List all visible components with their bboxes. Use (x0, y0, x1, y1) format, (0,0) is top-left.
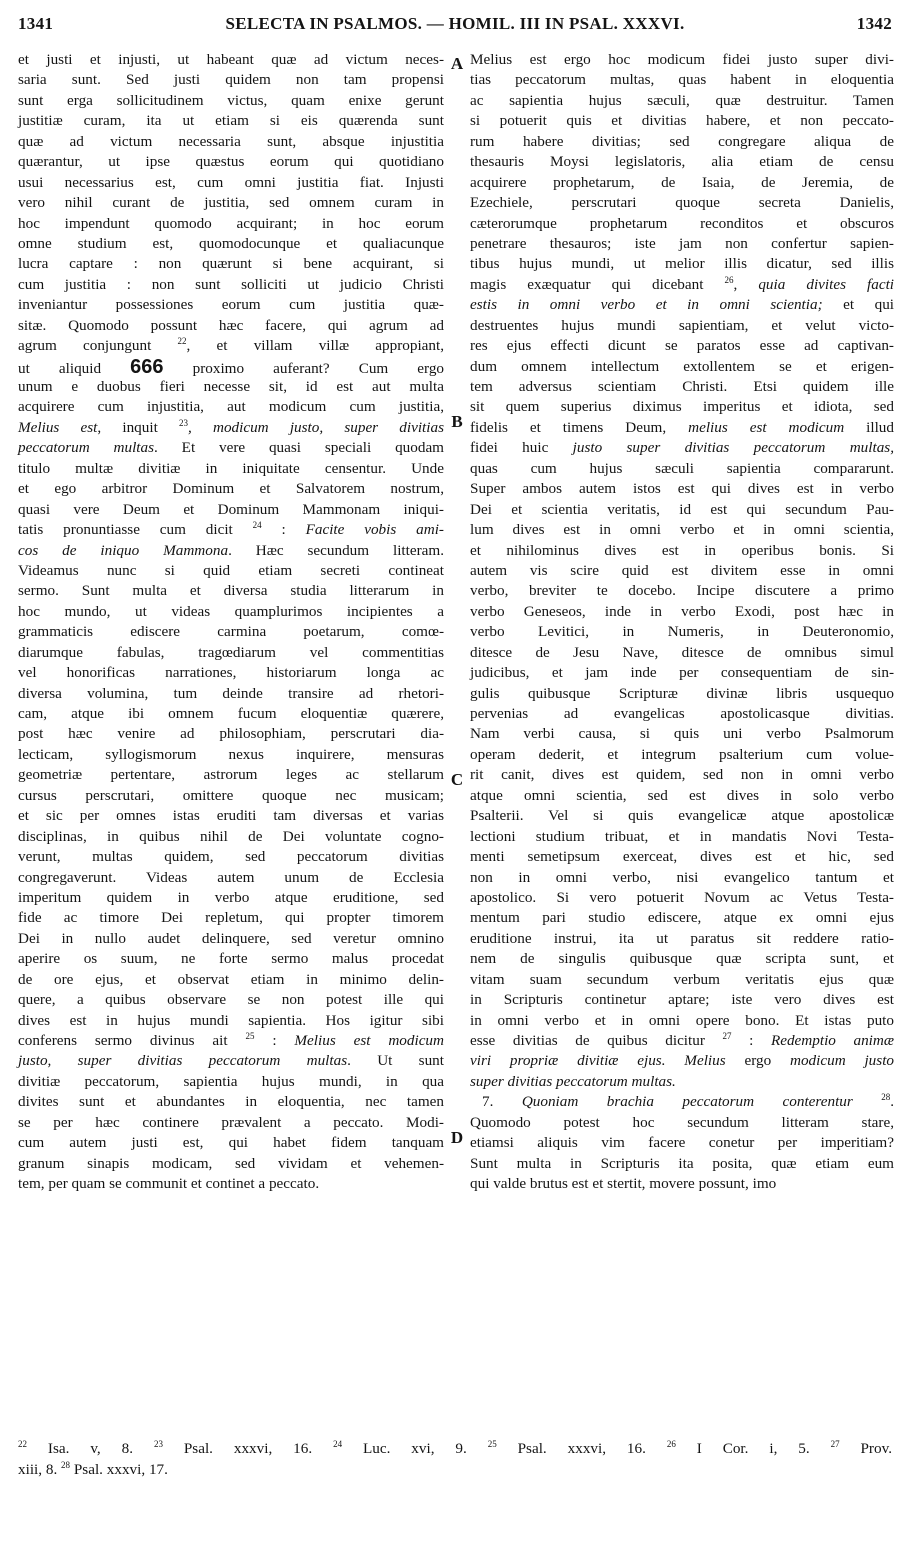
text-line: tem adversus scientiam Christi. Etsi quidem ille (470, 378, 894, 395)
text-line (18, 418, 444, 438)
italic-run: cos de iniquo Mammona (18, 541, 229, 559)
text-run: fidelis et timens Deum, (470, 418, 689, 436)
text-line (470, 295, 894, 315)
margin-marker-c: C (450, 770, 464, 789)
text-line: unum e duobus fieri necesse sit, id est aut multa (18, 378, 444, 395)
text-line: Psalterii. Vel si quis evangelicæ atque apostolicæ (470, 807, 894, 825)
text-line: ditesce de Jesu Nave, ditesce de omnibus simul (470, 643, 894, 661)
column-number: 666 (130, 355, 164, 378)
text-line: Nam verbi causa, si quis uni verbo Psalmorum (470, 725, 894, 743)
text-line: dum omnem intellectum extollentem se et erigen- (470, 357, 894, 375)
text-run: , (733, 275, 759, 293)
margin-marker-d: D (450, 1128, 464, 1147)
text-line: hoc mundo, ut videas quamplurimos incipientes a (18, 602, 444, 620)
running-title: SELECTA IN PSALMOS. — HOMIL. III IN PSAL. XXXVI. (225, 14, 685, 33)
text-run: , et villam villæ appropiant, (186, 337, 445, 355)
italic-run: Quoniam brachia peccatorum conterentur (521, 1093, 853, 1111)
text-run: tatis pronuntiasse cum dicit (18, 521, 233, 539)
footnote (61, 1461, 168, 1478)
italic-run: justo, super divitias peccatorum multas (18, 1052, 348, 1070)
text-line: quæ ad victum necessaria sunt, absque injustitia (18, 132, 444, 150)
text-line (18, 1031, 444, 1051)
text-line: lecticam, syllogismorum nexus inquirere, mensuras (18, 745, 444, 763)
text-line: dives est in hujus mundi sapientia. Hos igitur sibi (18, 1011, 444, 1029)
text-line: congregaverunt. Videas autem unum de Ecclesia (18, 868, 444, 886)
text-line: autem vis scire quid est divitem esse in omni (470, 561, 894, 579)
text-line: usui necessarius est, cum omni justitia fiat. Injusti (18, 173, 444, 191)
text-line: cum autem justi est, qui habet fidem tanquam (18, 1134, 444, 1152)
text-line: eruditione instrui, ita ut paratus sit reddere ratio- (470, 929, 894, 947)
footnote-number: 25 (487, 1438, 497, 1449)
text-run: ut aliquid (18, 359, 102, 377)
text-line: apostolico. Si vero potuerit Novum ac Vetus Testa- (470, 888, 894, 906)
text-line (470, 1051, 894, 1071)
text-line: acquirere prophetarum, de Isaia, de Jeremia, de (470, 173, 894, 191)
margin-marker-a: A (450, 54, 464, 73)
text-run: : (254, 1032, 295, 1049)
italic-run: viri propriæ divitiæ ejus. Melius (470, 1052, 726, 1070)
text-line: geometriæ pertentare, astrorum leges ac stellarum (18, 766, 444, 784)
text-line: tem, per quam se communit et continet a peccato. (18, 1175, 320, 1193)
text-line: sunt erga sollicitudinem victus, quam enixe gerunt (18, 91, 444, 109)
text-run: ergo (725, 1052, 790, 1070)
text-line: Videamus nunc si quid etiam secreti contineat (18, 561, 444, 579)
text-line: quærantur, ut ipse quæstus eorum qui quotidiano (18, 153, 444, 171)
footnote-line (18, 1438, 892, 1459)
page-number-right: 1342 (856, 14, 892, 33)
text-line: ac sapientia hujus sæculi, quæ destruitur. Tamen (470, 91, 894, 109)
text-line: verbo Levitici, in Numeris, in Deuteronomio, (470, 623, 894, 641)
text-line: vero nihil curant de justitia, sed omnem curam in (18, 194, 444, 212)
text-line: tias peccatorum multas, quas habent in eloquentia (470, 71, 894, 89)
text-run: agrum conjungunt (18, 337, 152, 355)
text-line: tibus hujus mundi, ut melior illis dicatur, sed illis (470, 255, 894, 273)
footnote (154, 1440, 312, 1457)
text-line: titulo multæ divitiæ in iniquitate censentur. Unde (18, 459, 444, 477)
footnote-ref: 23 (179, 417, 188, 428)
text-line: thesauris Moysi legislatoris, alia etiam de censu (470, 153, 894, 171)
text-run: : (731, 1032, 771, 1049)
italic-run: super divitias peccatorum multas. (470, 1072, 676, 1090)
footnote-text: Psal. xxxvi, 16. (496, 1440, 646, 1457)
footnote-text: xiii, 8. (18, 1461, 58, 1478)
text-line (470, 1072, 894, 1092)
text-line (18, 438, 444, 458)
text-line: quasi vere Deum et Dominum Mammonam iniqui- (18, 500, 444, 518)
margin-marker-b: B (451, 412, 463, 431)
text-run: conferens sermo divinus ait (18, 1032, 228, 1049)
italic-run: quia divites facti (758, 275, 895, 293)
text-line: diarumque fabulas, tragœdiarum vel commentitias (18, 643, 444, 661)
text-line: lum dives est in omni verbo et in omni scientia, (470, 521, 894, 539)
page-number-left: 1341 (18, 14, 54, 33)
text-line: atque omni scientia, sed est dives in solo verbo (470, 786, 894, 804)
footnote-line (18, 1459, 892, 1480)
text-line: menti semetipsum exerceat, dives est et hic, sed (470, 848, 894, 866)
text-line: quas cum hujus sæculi sapientia compararunt. (470, 459, 894, 477)
footnote (18, 1440, 133, 1457)
text-line: lectioni studium tribuat, et in mandatis Novi Testa- (470, 827, 894, 845)
text-line: gulis quibusque Scripturæ divinæ libris usquequo (470, 684, 894, 702)
footnote-text: Psal. xxxvi, 16. (162, 1440, 313, 1457)
text-line: disciplinas, in quibus nihil de Dei voluntate cogno- (18, 827, 444, 845)
text-line: in omni verbo et in omni opere bono. Et istas puto (470, 1011, 894, 1029)
text-line: diversa volumina, tum deinde transire ad rhetori- (18, 684, 444, 702)
text-line: operam dederit, et integrum psalterium cum volue- (470, 745, 894, 763)
text-line: Super ambos autem istos est qui dives est in verbo (470, 480, 894, 498)
text-line: post hæc venire ad philosophiam, perscrutari dia- (18, 725, 444, 743)
footnote-ref: 25 (245, 1030, 255, 1041)
text-line: pervenias ad evangelicas apostolicasque divitias. (470, 705, 894, 722)
text-line: divitiæ peccatorum, sapientia hujus mundi, in qua (18, 1072, 444, 1090)
text-line: cæterorumque prophetarum reconditos et obscuros (470, 214, 894, 232)
text-line: rum habere divitias; sed congregare aliqua de (470, 132, 894, 150)
footnote-number: 23 (153, 1438, 163, 1449)
text-line: et justi et injusti, ut habeant quæ ad victum neces- (18, 51, 444, 68)
text-line: aperire os suum, ne forte sermo malus procedat (18, 950, 444, 968)
text-run: : (261, 521, 306, 539)
footnote-ref: 26 (724, 274, 734, 285)
text-run: . (890, 1093, 895, 1111)
footnote (667, 1440, 810, 1457)
right-column (470, 50, 894, 1195)
text-line: non in omni verbo, nisi evangelico tantum et (470, 868, 894, 886)
text-line (18, 1051, 444, 1071)
text-line (18, 357, 444, 377)
text-line: acquirere cum injustitia, aut modicum cum justitia, (18, 398, 444, 416)
text-line (18, 336, 444, 356)
text-run: proximo auferant? Cum ergo (192, 359, 445, 377)
text-line: et ego arbitror Dominum et Salvatorem nostrum, (18, 480, 444, 498)
text-line: grammaticis ediscere carmina poetarum, comœ- (18, 623, 444, 641)
footnote-number: 22 (18, 1438, 27, 1449)
text-line: inveniantur possessiones eorum cum justitia quæ- (18, 296, 444, 314)
footnote-text: Prov. (839, 1440, 892, 1457)
footnote (831, 1440, 892, 1457)
text-line: Melius est ergo hoc modicum fidei justo super divi- (470, 51, 894, 68)
text-line: mentum pari studio ediscere, atque ex omni ejus (470, 909, 894, 927)
text-line: judicibus, et jam inde per consequentiam de sin- (470, 664, 894, 682)
text-line: lucra captare : non quærunt si bene acquirant, si (18, 255, 444, 273)
footnote-text: I Cor. i, 5. (675, 1440, 810, 1457)
italic-run: Facite vobis ami- (305, 521, 444, 539)
text-line: etiamsi aliquis vim facere conetur per imperitiam? (470, 1134, 894, 1152)
text-run: , inquit (97, 418, 158, 436)
text-line: rit canit, dives est quidem, sed non in omni verbo (470, 766, 894, 784)
text-line: sermo. Sunt multa et diversa studia litterarum in (18, 582, 444, 600)
italic-run: Redemptio animæ (770, 1032, 894, 1049)
footnote-ref: 28 (881, 1092, 891, 1103)
text-line: destruentes hujus mundi sapientiam, et velut victo- (470, 316, 894, 334)
text-line (18, 541, 444, 561)
text-line: quere, a quibus observare se non potest ille qui (18, 991, 444, 1009)
text-line (470, 1031, 894, 1051)
footnote-ref: 27 (722, 1030, 732, 1041)
text-line (470, 275, 894, 295)
text-line (18, 520, 444, 540)
italic-run: melius est modicum (688, 418, 845, 436)
footnote-text: Psal. xxxvi, 17. (70, 1461, 168, 1478)
footnote (488, 1440, 646, 1457)
footnote (333, 1440, 467, 1457)
text-line: justitiæ curam, ita ut etiam si eis quærenda sunt (18, 112, 444, 130)
text-line: verbo Geneseos, inde in verbo Exodi, post hæc in (470, 602, 894, 620)
text-line: granum sinapis modicam, sed vividam et vehemen- (18, 1154, 444, 1172)
footnote-number: 24 (333, 1438, 343, 1449)
text-run: esse divitias de quibus dicitur (470, 1032, 705, 1049)
text-run: illud (844, 418, 894, 436)
text-line: et sic per omnes istas eruditi tam diversas et varias (18, 807, 444, 825)
page-header (18, 6, 892, 36)
footnote-ref: 24 (252, 520, 262, 530)
text-line: saria sunt. Sed justi quidem non tam propensi (18, 71, 444, 89)
text-line: Dei in nullo audet delinquere, sed veretur omnino (18, 929, 444, 947)
footnote-number: 26 (666, 1438, 676, 1449)
text-run: . Hæc secundum litteram. (228, 541, 445, 559)
text-run: . Et vere quasi speciali quodam (154, 439, 445, 457)
text-line: Dei et scientia veritatis, id est qui secundum Pau- (470, 500, 894, 518)
text-line: in Scripturis continetur aptare; iste vero dives est (470, 991, 894, 1009)
text-line: penetrare thesauros; iste jam non confertur sapien- (470, 234, 894, 252)
text-line: fide ac timore Dei repletum, qui propter timorem (18, 909, 444, 927)
italic-run: peccatorum multas (18, 439, 155, 457)
text-run: magis exæquatur qui dicebant (470, 275, 704, 293)
footnote-number: 28 (61, 1459, 71, 1470)
text-line: de ore ejus, et observat etiam in minimo delin- (18, 970, 444, 988)
text-line (470, 438, 894, 458)
footnote-ref: 22 (177, 336, 187, 347)
text-line: verbo, breviter te docebo. Incipe discutere a primo (470, 582, 894, 600)
text-run: fidei huic (470, 439, 573, 457)
italic-run: , modicum justo, super divitias (188, 418, 444, 436)
text-line (470, 1092, 894, 1112)
text-line (470, 418, 894, 438)
text-line: Ezechiele, perscrutari quoque secreta Danielis, (470, 194, 894, 212)
italic-run: modicum justo (789, 1052, 895, 1070)
text-line: imperitum quidem in verbo atque eruditione, sed (18, 888, 444, 906)
text-line: sitæ. Quomodo possunt hæc facere, qui agrum ad (18, 316, 444, 334)
italic-run: Melius est (18, 418, 98, 436)
text-line: cam, atque ibi omnem fucum eloquentiæ quærere, (18, 705, 444, 722)
text-run: . Ut sunt (347, 1052, 444, 1070)
footnote-number: 27 (830, 1438, 840, 1449)
text-line: hoc impendunt quomodo acquirant; in hoc eorum (18, 214, 444, 232)
text-line: nem de singulis quibusque quæ scripta sunt, et (470, 950, 894, 968)
text-line: Sunt multa in Scripturis ita posita, quæ etiam eum (470, 1154, 894, 1172)
text-line: vitam suam secundum verbum veritatis ejus quæ (470, 970, 894, 988)
left-column (18, 50, 444, 1195)
italic-run: justo super divitias peccatorum multas, (572, 439, 894, 457)
text-line: vel honorificas narrationes, historiarum longa ac (18, 664, 444, 682)
text-run: et qui (822, 296, 895, 314)
text-line: divites sunt et abundantes in eloquentia, nec tamen (18, 1093, 444, 1111)
text-line: cursus perscrutari, omittere quoque nec musicam; (18, 786, 444, 804)
footnotes (18, 1438, 892, 1480)
text-line: si potuerit quis et divitias habere, et non peccato- (470, 112, 894, 130)
footnote-text: Isa. v, 8. (27, 1440, 134, 1457)
italic-run: Melius est modicum (294, 1032, 444, 1049)
text-line: omne studium est, quomodocunque et qualiacunque (18, 234, 444, 252)
footnote-text: Luc. xvi, 9. (342, 1440, 467, 1457)
text-line: verunt, multas quidem, sed peccatorum divitias (18, 848, 444, 866)
text-line: se per hæc continere prævalent a peccato. Modi- (18, 1113, 444, 1131)
text-line: qui valde brutus est et stertit, movere possunt, imo (470, 1175, 777, 1193)
text-line: et nihilominus dives est in operibus bonis. Si (470, 541, 894, 559)
italic-run: estis in omni verbo et in omni scientia; (470, 296, 823, 314)
text-line: res ejus effecti dicunt se paratos esse ad captivan- (470, 337, 894, 355)
text-line: Quomodo potest hoc secundum litteram stare, (470, 1113, 894, 1131)
section-number: 7. (482, 1093, 522, 1111)
text-line: cum justitia : non sunt solliciti ut judicio Christi (18, 275, 444, 293)
text-line: sit quem superius diximus imperitus et idiota, sed (470, 398, 894, 416)
